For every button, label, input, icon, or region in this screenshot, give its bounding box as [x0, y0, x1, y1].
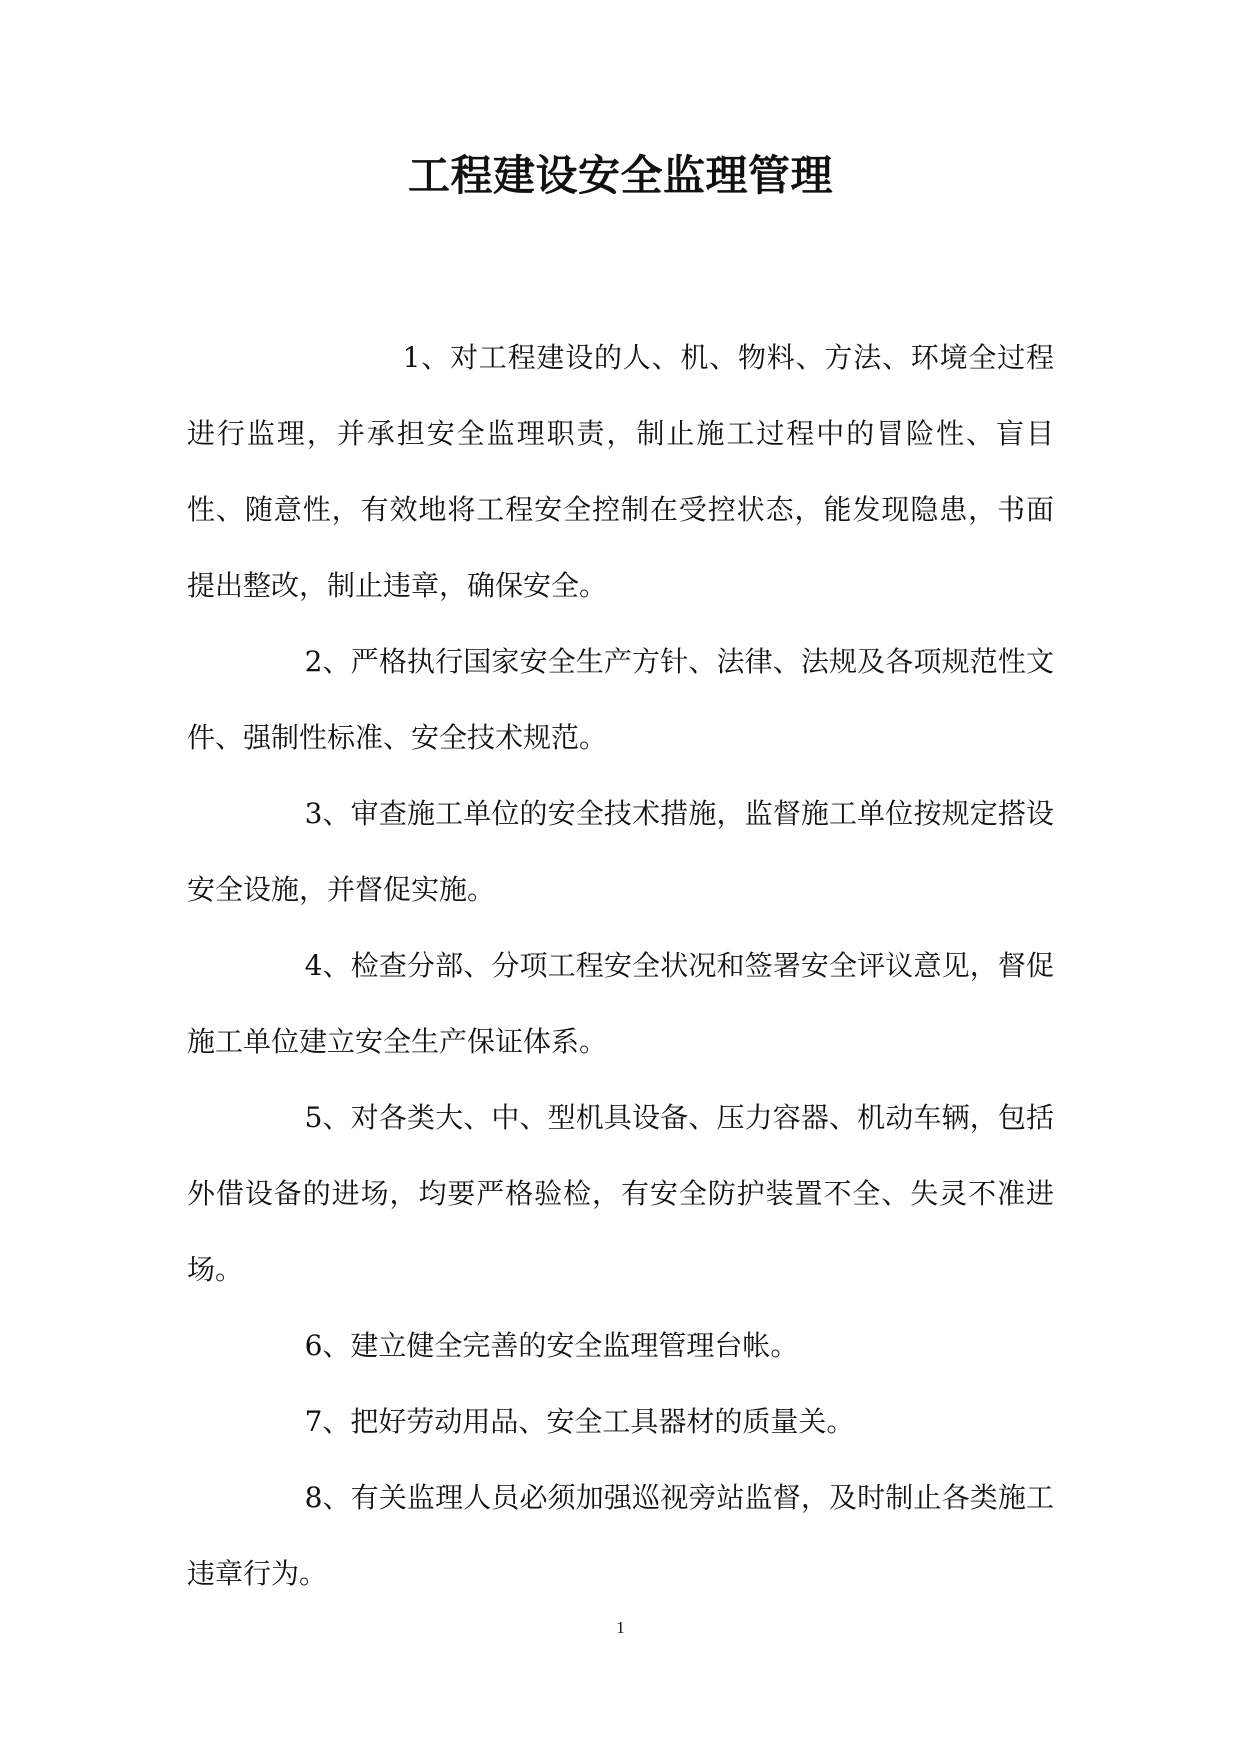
document-title: 工程建设安全监理管理 [407, 151, 833, 200]
paragraph-8: 8、有关监理人员必须加强巡视旁站监督，及时制止各类施工违章行为。 [187, 1481, 1054, 1590]
paragraph-4: 4、检查分部、分项工程安全状况和签署安全评议意见，督促施工单位建立安全生产保证体系。 [187, 949, 1054, 1058]
paragraph-3: 3、审查施工单位的安全技术措施，监督施工单位按规定搭设安全设施，并督促实施。 [187, 797, 1054, 906]
paragraph-1: 1、对工程建设的人、机、物料、方法、环境全过程进行监理，并承担安全监理职责，制止施工过程中的冒险性、盲目性、随意性，有效地将工程安全控制在受控状态，能发现隐患，书面提出整改，制止违章，确保安全。 [187, 341, 1054, 602]
paragraph-6: 6、建立健全完善的安全监理管理台帐。 [304, 1329, 799, 1362]
page-number: 1 [616, 1618, 625, 1637]
document-body [187, 320, 1054, 1612]
paragraph-2: 2、严格执行国家安全生产方针、法律、法规及各项规范性文件、强制性标准、安全技术规范。 [187, 645, 1054, 754]
paragraph-5: 5、对各类大、中、型机具设备、压力容器、机动车辆，包括外借设备的进场，均要严格验检，有安全防护装置不全、失灵不准进场。 [187, 1101, 1054, 1286]
paragraph-7: 7、把好劳动用品、安全工具器材的质量关。 [304, 1405, 855, 1438]
